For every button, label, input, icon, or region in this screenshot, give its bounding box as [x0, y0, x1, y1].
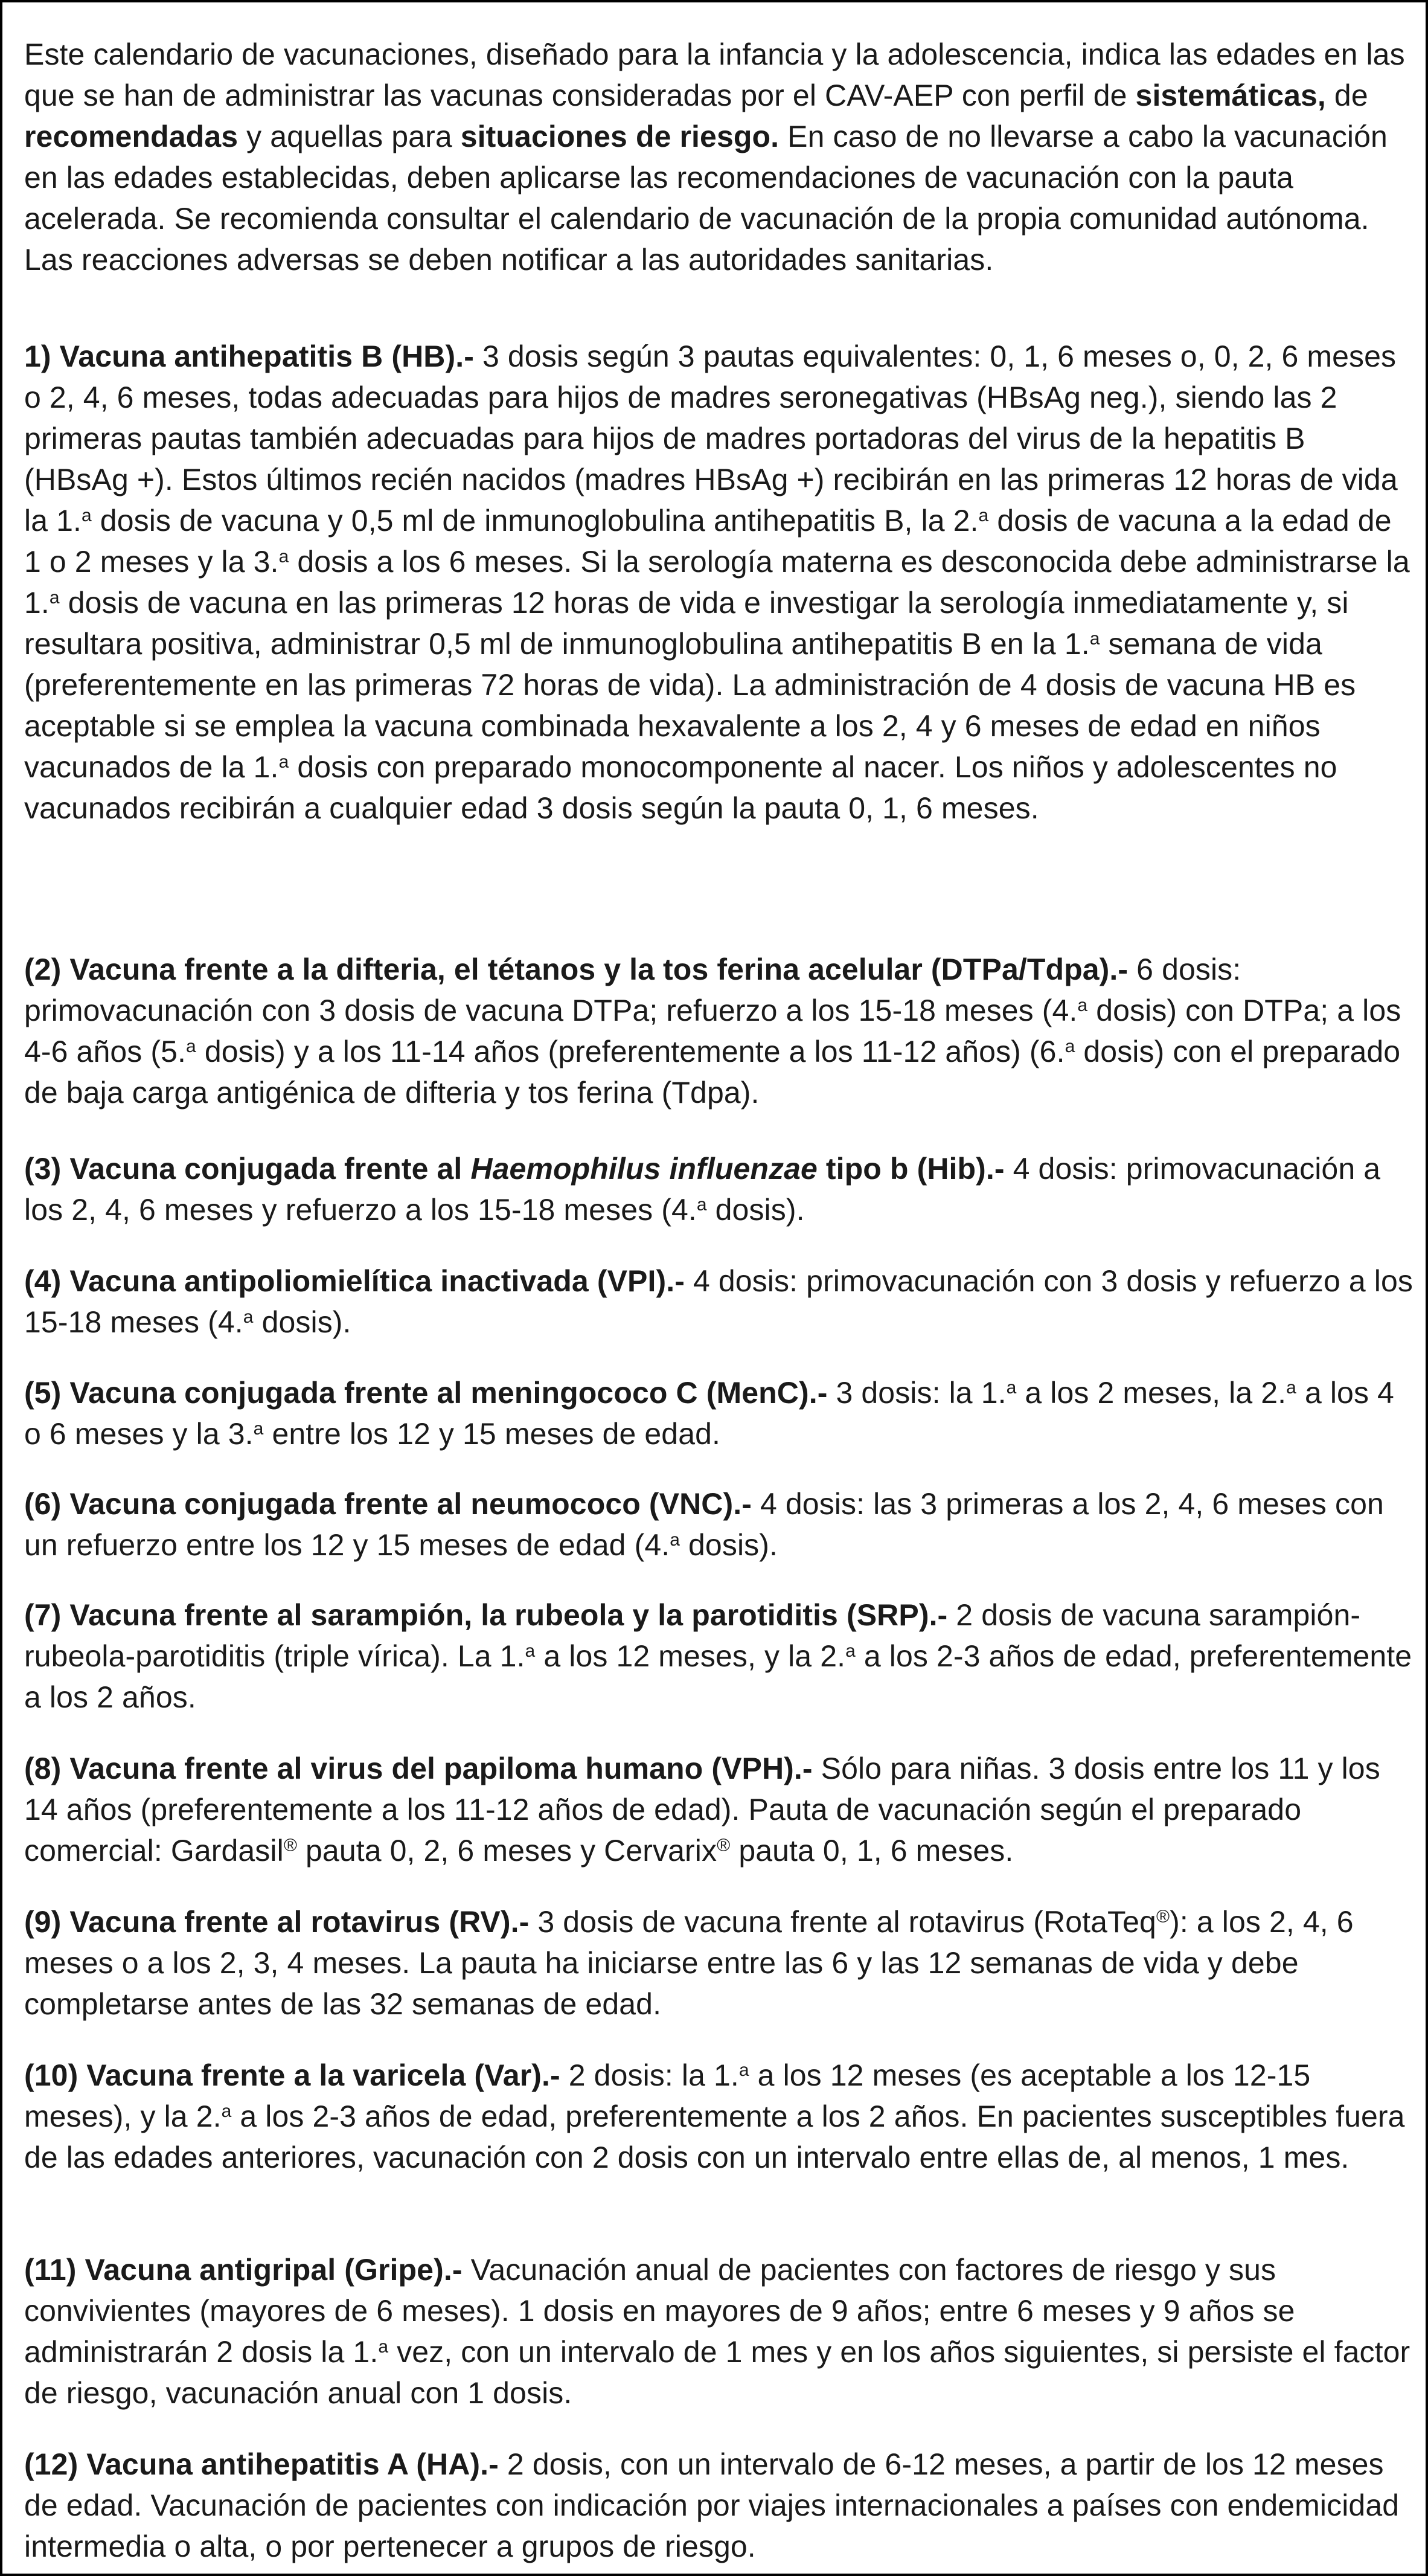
item-title: (8) Vacuna frente al virus del papiloma humano (VPH).- — [24, 1752, 813, 1785]
item-title: (11) Vacuna antigripal (Gripe).- — [24, 2253, 463, 2287]
item-vpi: (4) Vacuna antipoliomielítica inactivada (VPI).- 4 dosis: primovacunación con 3 dosis y refuerzo a los 15-18 meses (4.$^a$ dosis). — [24, 1264, 1413, 1339]
item-hepatitis-b: 1) Vacuna antihepatitis B (HB).- 3 dosis según 3 pautas equivalentes: 0, 1, 6 meses o, 0, 2, 6 meses o 2, 4, 6 meses, todas adecuadas para hijos de madres seronegativas (HBsAg neg.), siendo las 2 primeras pautas también adecuadas para hijos de madres portadoras del virus de la hepatitis B (HBsAg +). Estos últimos recién nacidos (madres HBsAg +) recibirán en las primeras 12 horas de vida la 1.$^a$ dosis de vacuna y 0,5 ml de inmunoglobulina antihepatitis B, la 2.$^a$ dosis de vacuna a la edad de 1 o 2 meses y la 3.$^a$ dosis a los 6 meses. Si la serología materna es desconocida debe administrarse la 1.$^a$ dosis de vacuna en las primeras 12 horas de vida e investigar la serología inmediatamente y, si resultara positiva, administrar 0,5 ml de inmunoglobulina antihepatitis B en la 1.$^a$ semana de vida (preferentemente en las primeras 72 horas de vida). La administración de 4 dosis de vacuna HB es aceptable si se emplea la vacuna combinada hexavalente a los 2, 4 y 6 meses de edad en niños vacunados de la 1.$^a$ dosis con preparado monocomponente al nacer. Los niños y adolescentes no vacunados recibirán a cualquier edad 3 dosis según la pauta 0, 1, 6 meses. — [24, 339, 1410, 825]
item-dtpa: (2) Vacuna frente a la difteria, el tétanos y la tos ferina acelular (DTPa/Tdpa).- 6 dosis: primovacunación con 3 dosis de vacuna DTPa; refuerzo a los 15-18 meses (4.$^a$ dosis) con DTPa; a los 4-6 años (5.$^a$ dosis) y a los 11-14 años (preferentemente a los 11-12 años) (6.$^a$ dosis) con el preparado de baja carga antigénica de difteria y tos ferina (Tdpa). — [24, 952, 1401, 1110]
item-rotavirus: (9) Vacuna frente al rotavirus (RV).- 3 dosis de vacuna frente al rotavirus (RotaTeq®): a los 2, 4, 6 meses o a los 2, 3, 4 meses. La pauta ha iniciarse entre las 6 y las 12 semanas de vida y debe completarse antes de las 32 semanas de edad. — [24, 1905, 1354, 2021]
intro-paragraph: Este calendario de vacunaciones, diseñado para la infancia y la adolescencia, indica las edades en las que se han de administrar las vacunas consideradas por el CAV-AEP con perfil de sistemáticas, de recomendadas y aquellas para situaciones de riesgo. En caso de no llevarse a cabo la vacunación en las edades establecidas, deben aplicarse las recomendaciones de vacunación con la pauta acelerada. Se recomienda consultar el calendario de vacunación de la propia comunidad autónoma. Las reacciones adversas se deben notificar a las autoridades sanitarias. — [24, 37, 1405, 277]
item-title: (6) Vacuna conjugada frente al neumococo (VNC).- — [24, 1487, 752, 1521]
item-title: (9) Vacuna frente al rotavirus (RV).- — [24, 1905, 530, 1939]
item-menc: (5) Vacuna conjugada frente al meningococo C (MenC).- 3 dosis: la 1.$^a$ a los 2 meses, la 2.$^a$ a los 4 o 6 meses y la 3.$^a$ entre los 12 y 15 meses de edad. — [24, 1376, 1394, 1451]
item-title: (3) Vacuna conjugada frente al Haemophilus influenzae tipo b (Hib).- — [24, 1152, 1005, 1186]
item-srp: (7) Vacuna frente al sarampión, la rubeola y la parotiditis (SRP).- 2 dosis de vacuna sarampión-rubeola-parotiditis (triple vírica). La 1.$^a$ a los 12 meses, y la 2.$^a$ a los 2-3 años de edad, preferentemente a los 2 años. — [24, 1598, 1412, 1714]
item-hib: (3) Vacuna conjugada frente al Haemophilus influenzae tipo b (Hib).- 4 dosis: primovacunación a los 2, 4, 6 meses y refuerzo a los 15-18 meses (4.$^a$ dosis). — [24, 1152, 1381, 1227]
item-title: (12) Vacuna antihepatitis A (HA).- — [24, 2447, 499, 2481]
item-title: (5) Vacuna conjugada frente al meningococo C (MenC).- — [24, 1376, 828, 1410]
item-hepatitis-a: (12) Vacuna antihepatitis A (HA).- 2 dosis, con un intervalo de 6-12 meses, a partir de los 12 meses de edad. Vacunación de pacientes con indicación por viajes internacionales a países con endemicidad intermedia o alta, o por pertenecer a grupos de riesgo. — [24, 2447, 1400, 2563]
item-vph: (8) Vacuna frente al virus del papiloma humano (VPH).- Sólo para niñas. 3 dosis entre los 11 y los 14 años (preferentemente a los 11-12 años de edad). Pauta de vacunación según el preparado comercial: Gardasil® pauta 0, 2, 6 meses y Cervarix® pauta 0, 1, 6 meses. — [24, 1752, 1380, 1868]
item-title: (4) Vacuna antipoliomielítica inactivada (VPI).- — [24, 1264, 685, 1298]
item-title: (7) Vacuna frente al sarampión, la rubeola y la parotiditis (SRP).- — [24, 1598, 948, 1632]
item-varicela: (10) Vacuna frente a la varicela (Var).- 2 dosis: la 1.$^a$ a los 12 meses (es aceptable a los 12-15 meses), y la 2.$^a$ a los 2-3 años de edad, preferentemente a los 2 años. En pacientes susceptibles fuera de las edades anteriores, vacunación con 2 dosis con un intervalo entre ellas de, al menos, 1 mes. — [24, 2058, 1405, 2174]
item-vnc: (6) Vacuna conjugada frente al neumococo (VNC).- 4 dosis: las 3 primeras a los 2, 4, 6 meses con un refuerzo entre los 12 y 15 meses de edad (4.$^a$ dosis). — [24, 1487, 1384, 1562]
item-title: (10) Vacuna frente a la varicela (Var).- — [24, 2058, 560, 2092]
item-title: (2) Vacuna frente a la difteria, el tétanos y la tos ferina acelular (DTPa/Tdpa).- — [24, 952, 1129, 986]
item-gripe: (11) Vacuna antigripal (Gripe).- Vacunación anual de pacientes con factores de riesgo y sus convivientes (mayores de 6 meses). 1 dosis en mayores de 9 años; entre 6 meses y 9 años se administrarán 2 dosis la 1.$^a$ vez, con un intervalo de 1 mes y en los años siguientes, si persiste el factor de riesgo, vacunación anual con 1 dosis. — [24, 2253, 1410, 2410]
item-title: 1) Vacuna antihepatitis B (HB).- — [24, 339, 474, 373]
